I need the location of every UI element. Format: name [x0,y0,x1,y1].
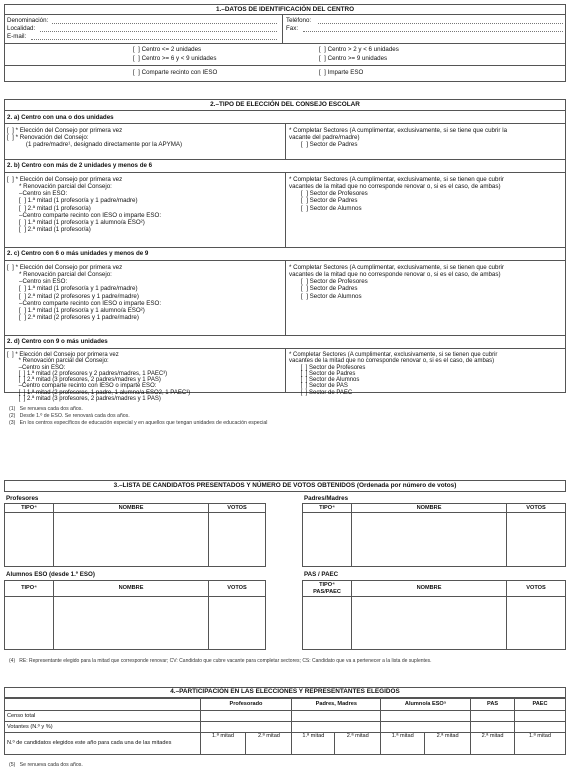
text-line: * Completar Sectores (A cumplimentar, exclusivamente, si se tienen que cubrir [289,176,504,183]
pas-table [302,580,566,650]
text-line: –Centro sin ESO: [7,364,66,371]
footnote: (3) En los centros específicos de educación especial y en aquellos que tengan unidades de educación especial [9,419,268,426]
option[interactable]: [ ] Sector de Alumnos [289,204,362,212]
text-line: * Completar Sectores (A cumplimentar, exclusivamente, si se tienen que cubrir [289,264,504,271]
mitad-cell[interactable]: 2.ª mitad [471,733,515,755]
option[interactable]: [ ] 2.ª mitad (1 profesor/a) [7,225,91,233]
divider [4,65,566,66]
col-nombre: NOMBRE [352,504,507,513]
option[interactable]: [ ] 1.ª mitad (1 profesor/a y 1 alumno/a ESO²) [7,218,145,226]
text-line: –Centro comparte recinto con IESO o imparte ESO: [7,383,157,390]
col-nombre: NOMBRE [54,504,209,513]
row-label-votantes: Votantes (N.º y %) [5,722,201,733]
section-2c-right [289,264,504,300]
row-label-candidatos: N.º de candidatos elegidos este año para cada una de las mitades [5,733,201,755]
col-nombre: NOMBRE [352,581,507,597]
text-line: –Centro comparte recinto con IESO o imparte ESO: [7,299,162,307]
check-imparte-eso[interactable]: [ ] Imparte ESO [319,69,364,76]
alumnos-table [4,580,266,650]
option[interactable]: [ ] 1.ª mitad (2 profesores y 2 padres/madres, 1 PAEC³) [7,370,168,377]
header-padres: Padres, Madres [292,699,381,711]
text-line: –Centro sin ESO: [7,190,68,198]
localidad-label: Localidad: [7,25,36,32]
cell[interactable] [209,513,266,567]
option[interactable]: [ ] * Elección del Consejo por primera vez [7,176,123,183]
section-2a-heading: 2. a) Centro con una o dos unidades [7,114,114,121]
section-2c-left [7,264,161,321]
cell[interactable] [381,711,471,722]
cell[interactable] [507,513,566,567]
text-line: * Renovación parcial del Consejo: [7,358,109,365]
divider [285,348,286,393]
option[interactable]: [ ] 1.ª mitad (1 profesor/a y 1 padre/madre) [7,197,138,205]
section-3-note: (4) RE: Representante elegido para la mitad que corresponde renovar; CV: Candidato que cubre vacante para completar sectores; CS: Candidato que va a pertenecer a la lista de suplentes. [9,658,432,664]
option[interactable]: [ ] Sector de Profesores [289,278,368,286]
col-votos: VOTOS [209,504,266,513]
blank-header [5,699,201,711]
option[interactable]: [ ] 1.ª mitad (1 profesor/a y 1 padre/madre) [7,285,138,293]
cell[interactable] [303,513,352,567]
alumnos-label: Alumnos ESO (desde 1.º ESO) [6,571,95,578]
text-line: vacantes de la mitad que no corresponde renovar o, si es el caso, de ambas) [289,183,501,191]
check-centro-9[interactable]: [ ] Centro >= 9 unidades [319,55,388,62]
cell[interactable] [515,722,566,733]
divider [285,123,286,159]
padres-table [302,503,566,567]
participation-table [4,698,566,755]
denominacion-field[interactable] [52,23,277,24]
col-votos: VOTOS [507,504,566,513]
check-comparte-ieso[interactable]: [ ] Comparte recinto con IESO [133,69,218,76]
cell[interactable] [352,513,507,567]
text-line: * Renovación parcial del Consejo: [7,271,112,279]
option[interactable]: [ ] 1.ª mitad (1 profesor/a y 1 alumno/a ESO²) [7,306,145,314]
cell[interactable] [5,597,54,650]
telefono-field[interactable] [318,23,563,24]
mitad-cell[interactable]: 2.ª mitad [246,733,292,755]
text-line: vacante del padre/madre) [289,134,360,142]
option[interactable]: [ ] Sector de Padres [289,370,356,377]
divider [4,335,566,336]
section-2b-right [289,176,504,212]
check-centro-6-9[interactable]: [ ] Centro >= 6 y < 9 unidades [133,55,217,62]
cell[interactable] [303,597,352,650]
option[interactable]: [ ] 2.ª mitad (2 profesores y 1 padre/madre) [7,313,139,321]
option[interactable]: [ ] 2.ª mitad (3 profesores, 2 padres/madres y 1 PAS) [7,396,161,403]
header-alumno: Alumno/a ESO⁵ [381,699,471,711]
note-line: (1 padre/madre¹, designado directamente por la APYMA) [7,141,183,149]
text-line: –Centro sin ESO: [7,278,68,286]
option[interactable]: [ ] Sector de Alumnos [289,292,362,300]
mitad-cell[interactable]: 1.ª mitad [381,733,425,755]
check-centro-2[interactable]: [ ] Centro <= 2 unidades [133,46,202,53]
header-profesorado: Profesorado [200,699,292,711]
section-2a-right [289,127,507,148]
section-2c-heading: 2. c) Centro con 6 o más unidades y menos de 9 [7,250,149,257]
cell[interactable] [507,597,566,650]
email-field[interactable] [31,39,277,40]
cell[interactable] [381,722,471,733]
section-2-title: 2.–TIPO DE ELECCIÓN DEL CONSEJO ESCOLAR [210,101,360,108]
cell[interactable] [471,722,515,733]
fax-field[interactable] [303,31,563,32]
cell[interactable] [200,711,292,722]
option[interactable]: [ ] 2.ª mitad (2 profesores y 1 padre/madre) [7,292,139,300]
col-tipo: TIPO⁴ [303,504,352,513]
mitad-cell[interactable]: 1.ª mitad [200,733,246,755]
cell[interactable] [209,597,266,650]
divider [4,14,566,15]
cell[interactable] [54,513,209,567]
cell[interactable] [5,513,54,567]
cell[interactable] [352,597,507,650]
option[interactable]: [ ] * Elección del Consejo por primera vez [7,264,123,271]
divider [285,260,286,335]
text-line: * Renovación parcial del Consejo: [7,183,112,191]
section-2d-right [289,352,497,396]
cell[interactable] [54,597,209,650]
option[interactable]: [ ] Sector de PAS [289,383,348,390]
profesores-table [4,503,266,567]
divider [4,247,566,248]
option[interactable]: [ ] Sector de Padres [289,285,358,293]
section-2a-left [7,127,182,148]
footnote: (1) Se renueva cada dos años. [9,406,83,412]
section-2d-left [7,352,190,402]
col-votos: VOTOS [507,581,566,597]
cell[interactable] [471,711,515,722]
col-votos: VOTOS [209,581,266,597]
profesores-label: Profesores [6,495,39,502]
telefono-label: Teléfono: [286,17,312,24]
divider [4,110,566,111]
divider [4,159,566,160]
col-tipo: TIPO⁴ [5,581,54,597]
col-tipo: TIPO⁴ [5,504,54,513]
option[interactable]: [ ] 2.ª mitad (3 profesores, 2 padres/madres y 1 PAS) [7,377,161,384]
header-paec: PAEC [515,699,566,711]
cell[interactable] [515,711,566,722]
email-label: E-mail: [7,33,27,40]
option[interactable]: [ ] * Renovación del Consejo: [7,134,89,142]
check-centro-2-6[interactable]: [ ] Centro > 2 y < 6 unidades [319,46,399,53]
option[interactable]: [ ] 1.ª mitad (2 profesores, 1 padre, 1 alumno/a ESO2, 1 PAEC³) [7,389,191,396]
text-line: vacantes de la mitad que no corresponde renovar o, si es el caso, de ambas) [289,271,501,279]
option[interactable]: [ ] Sector de Profesores [289,190,368,198]
section-2b-left [7,176,161,233]
pas-label: PAS / PAEC [304,571,339,578]
divider [285,172,286,247]
option[interactable]: [ ] Sector de PAEC [289,389,353,396]
text-line: * Completar Sectores (A cumplimentar, exclusivamente, si se tiene que cubrir la [289,127,508,134]
section-2b-heading: 2. b) Centro con más de 2 unidades y menos de 6 [7,162,153,169]
text-line: * Completar Sectores (A cumplimentar, exclusivamente, si se tienen que cubrir [289,352,498,358]
section-3-title: 3.–LISTA DE CANDIDATOS PRESENTADOS Y NÚMERO DE VOTOS OBTENIDOS (Ordenada por número de votos) [113,482,457,489]
option[interactable]: [ ] * Elección del Consejo por primera vez [7,127,123,134]
text-line: –Centro comparte recinto con IESO o imparte ESO: [7,211,162,219]
row-label-censo: Censo total [5,711,201,722]
section-2-notes [9,406,267,426]
option[interactable]: [ ] * Elección del Consejo por primera vez [7,352,119,358]
section-4-title: 4.–PARTICIPACIÓN EN LAS ELECCIONES Y REPRESENTANTES ELEGIDOS [170,688,400,695]
col-tipo: TIPO⁴ PAS/PAEC [303,581,352,597]
divider [282,14,283,43]
option[interactable]: [ ] Sector de Profesores [289,364,366,371]
option[interactable]: [ ] Sector de Padres [289,197,358,205]
mitad-cell[interactable]: 1.ª mitad [515,733,566,755]
section-1-title: 1.–DATOS DE IDENTIFICACIÓN DEL CENTRO [215,6,355,13]
text-line: vacantes de la mitad que no corresponde renovar o, si es el caso, de ambas) [289,358,495,365]
padres-label: Padres/Madres [304,495,349,502]
localidad-field[interactable] [40,31,277,32]
option[interactable]: [ ] Sector de Alumnos [289,377,360,384]
mitad-cell[interactable]: 1.ª mitad [292,733,335,755]
option[interactable]: [ ] Sector de Padres [289,141,358,149]
cell[interactable] [200,722,292,733]
denominacion-label: Denominación: [7,17,49,24]
cell[interactable] [292,722,381,733]
option[interactable]: [ ] 2.ª mitad (1 profesor/a) [7,204,91,212]
section-2d-heading: 2. d) Centro con 9 o más unidades [7,338,108,345]
header-pas: PAS [471,699,515,711]
footnote: (2) Desde 1.º de ESO. Se renovará cada dos años. [9,412,130,419]
mitad-cell[interactable]: 2.ª mitad [425,733,471,755]
cell[interactable] [292,711,381,722]
divider [4,43,566,44]
col-nombre: NOMBRE [54,581,209,597]
mitad-cell[interactable]: 2.ª mitad [335,733,381,755]
section-4-note: (5) Se renueva cada dos años. [9,762,83,768]
fax-label: Fax: [286,25,299,32]
